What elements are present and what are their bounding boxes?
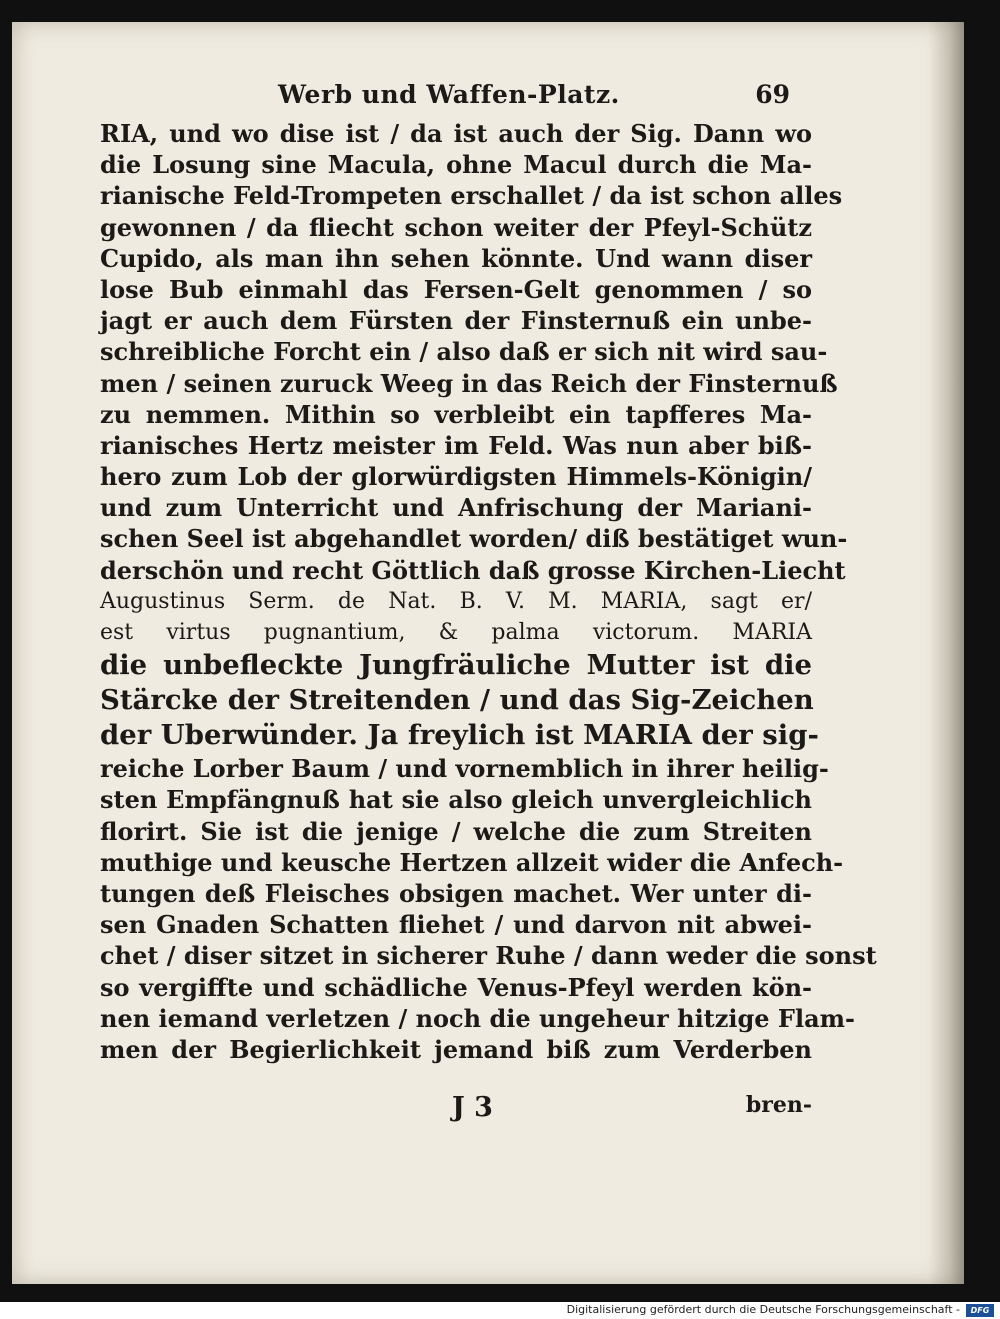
credit-bar <box>0 1302 1000 1319</box>
text-line: schen Seel ist abgehandlet worden/ diß bestätiget wun- <box>100 524 848 554</box>
catchword: bren- <box>745 1092 812 1118</box>
text-line: tungen deß Fleisches obsigen machet. Wer unter di- <box>100 878 812 908</box>
text-line: und zum Unterricht und Anfrischung der Mariani- <box>100 493 812 523</box>
text-line: jagt er auch dem Fürsten der Finsternuß ein unbe- <box>100 306 812 336</box>
text-line: reiche Lorber Baum / und vornemblich in ihrer heilig- <box>100 754 829 784</box>
page-gutter-shadow <box>928 22 964 1284</box>
signature-mark: J 3 <box>452 1092 493 1123</box>
text-line: zu nemmen. Mithin so verbleibt ein tapfferes Ma- <box>100 399 812 429</box>
credit-text: Digitalisierung gefördert durch die Deutsche Forschungsgemeinschaft - <box>566 1303 960 1316</box>
text-line: lose Bub einmahl das Fersen-Gelt genommen / so <box>100 274 812 304</box>
text-line: rianische Feld-Trompeten erschallet / da ist schon alles <box>100 181 843 211</box>
text-line: derschön und recht Göttlich daß grosse Kirchen-Liecht <box>100 555 846 585</box>
text-line-latin: est virtus pugnantium, & palma victorum. MARIA <box>100 620 812 645</box>
text-line: RIA, und wo dise ist / da ist auch der Sig. Dann wo <box>100 119 812 148</box>
text-line: schreibliche Forcht ein / also daß er sich nit wird sau- <box>100 337 828 367</box>
text-line-large: der Uberwünder. Ja freylich ist MARIA der sig- <box>100 719 819 752</box>
page-header <box>100 80 790 120</box>
text-line-large: Stärcke der Streitenden / und das Sig-Zeichen <box>100 684 814 717</box>
text-line-large: die unbefleckte Jungfräuliche Mutter ist die <box>100 649 812 682</box>
text-line: die Losung sine Macula, ohne Macul durch die Ma- <box>100 150 812 180</box>
text-line: chet / diser sitzet in sicherer Ruhe / dann weder die sonst <box>100 941 877 971</box>
text-line: so vergiffte und schädliche Venus-Pfeyl werden kön- <box>100 972 812 1002</box>
dfg-logo-icon: DFG <box>966 1304 994 1317</box>
text-line: sten Empfängnuß hat sie also gleich unvergleichlich <box>100 785 812 815</box>
text-line: rianisches Hertz meister im Feld. Was nun aber biß- <box>100 430 812 460</box>
text-line: muthige und keusche Hertzen allzeit wider die Anfech- <box>100 847 844 877</box>
running-head: Werb und Waffen-Platz. <box>278 80 620 109</box>
text-line: Cupido, als man ihn sehen könnte. Und wann diser <box>100 243 812 273</box>
page-footer <box>100 1092 812 1132</box>
text-line: florirt. Sie ist die jenige / welche die zum Streiten <box>100 816 812 846</box>
page-number: 69 <box>755 80 790 109</box>
text-line: hero zum Lob der glorwürdigsten Himmels-Königin/ <box>100 462 812 492</box>
text-line: gewonnen / da fliecht schon weiter der Pfeyl-Schütz <box>100 212 812 242</box>
text-line: men / seinen zuruck Weeg in das Reich der Finsternuß <box>100 368 838 398</box>
body-text <box>100 118 877 1065</box>
text-line: men der Begierlichkeit jemand biß zum Verderben <box>100 1034 812 1064</box>
text-line: sen Gnaden Schatten fliehet / und darvon nit abwei- <box>100 910 812 940</box>
text-line: nen iemand verletzen / noch die ungeheur hitzige Flam- <box>100 1003 855 1033</box>
text-line-latin: Augustinus Serm. de Nat. B. V. M. MARIA, sagt er/ <box>100 588 812 614</box>
